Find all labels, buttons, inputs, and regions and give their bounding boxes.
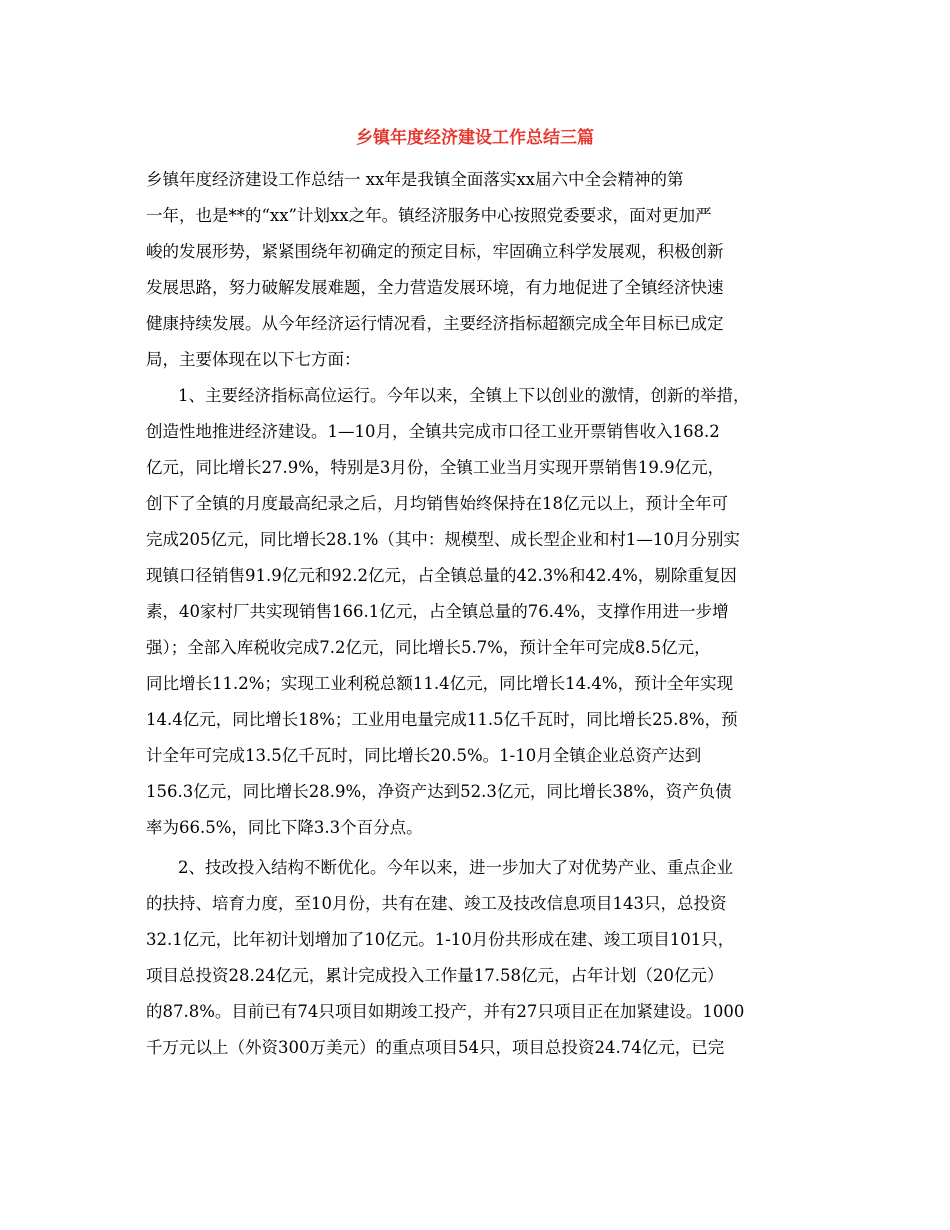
- document-body: [146, 162, 814, 1066]
- text-line: 32.1亿元，比年初计划增加了10亿元。1-10月份共形成在建、竣工项目101只，: [146, 930, 735, 949]
- text-line: 项目总投资28.24亿元，累计完成投入工作量17.58亿元，占年计划（20亿元）: [146, 966, 724, 985]
- text-line: 峻的发展形势，紧紧围绕年初确定的预定目标，牢固确立科学发展观，积极创新: [146, 242, 724, 261]
- text-line: 1、主要经济指标高位运行。今年以来，全镇上下以创业的激情，创新的举措，: [178, 386, 750, 405]
- text-line: 率为66.5%，同比下降3.3个百分点。: [146, 818, 423, 837]
- text-line: 14.4亿元，同比增长18%；工业用电量完成11.5亿千瓦时，同比增长25.8%，预: [146, 710, 738, 729]
- text-line: 一年，也是**的“xx”计划xx之年。镇经济服务中心按照党委要求，面对更加严: [146, 206, 712, 225]
- text-line: 156.3亿元，同比增长28.9%，净资产达到52.3亿元，同比增长38%，资产负债: [146, 782, 732, 801]
- text-line: 乡镇年度经济建设工作总结一 xx年是我镇全面落实xx届六中全会精神的第: [146, 170, 684, 189]
- text-line: 创下了全镇的月度最高纪录之后，月均销售始终保持在18亿元以上，预计全年可: [146, 494, 728, 513]
- text-line: 健康持续发展。从今年经济运行情况看，主要经济指标超额完成全年目标已成定: [146, 314, 724, 333]
- text-line: 现镇口径销售91.9亿元和92.2亿元，占全镇总量的42.3%和42.4%，剔除重复因: [146, 566, 737, 585]
- text-line: 千万元以上（外资300万美元）的重点项目54只，项目总投资24.74亿元，已完: [146, 1038, 725, 1057]
- text-line: 局，主要体现在以下七方面：: [146, 350, 361, 369]
- document-title: 乡镇年度经济建设工作总结三篇: [356, 128, 594, 148]
- text-line: 发展思路，努力破解发展难题，全力营造发展环境，有力地促进了全镇经济快速: [146, 278, 724, 297]
- text-line: 完成205亿元，同比增长28.1%（其中：规模型、成长型企业和村1—10月分别实: [146, 530, 740, 549]
- text-line: 素，40家村厂共实现销售166.1亿元，占全镇总量的76.4%，支撑作用进一步增: [146, 602, 729, 621]
- text-line: 亿元，同比增长27.9%，特别是3月份，全镇工业当月实现开票销售19.9亿元，: [146, 458, 725, 477]
- text-line: 强）；全部入库税收完成7.2亿元，同比增长5.7%，预计全年可完成8.5亿元，: [146, 638, 711, 657]
- text-line: 2、技改投入结构不断优化。今年以来，进一步加大了对优势产业、重点企业: [178, 858, 733, 877]
- text-line: 计全年可完成13.5亿千瓦时，同比增长20.5%。1-10月全镇企业总资产达到: [146, 746, 702, 765]
- text-line: 同比增长11.2%；实现工业利税总额11.4亿元，同比增长14.4%，预计全年实现: [146, 674, 734, 693]
- text-line: 创造性地推进经济建设。1—10月，全镇共完成市口径工业开票销售收入168.2: [146, 422, 720, 441]
- text-line: 的扶持、培育力度，至10月份，共有在建、竣工及技改信息项目143只，总投资: [146, 894, 727, 913]
- text-line: 的87.8%。目前已有74只项目如期竣工投产，并有27只项目正在加紧建设。1000: [146, 1002, 745, 1021]
